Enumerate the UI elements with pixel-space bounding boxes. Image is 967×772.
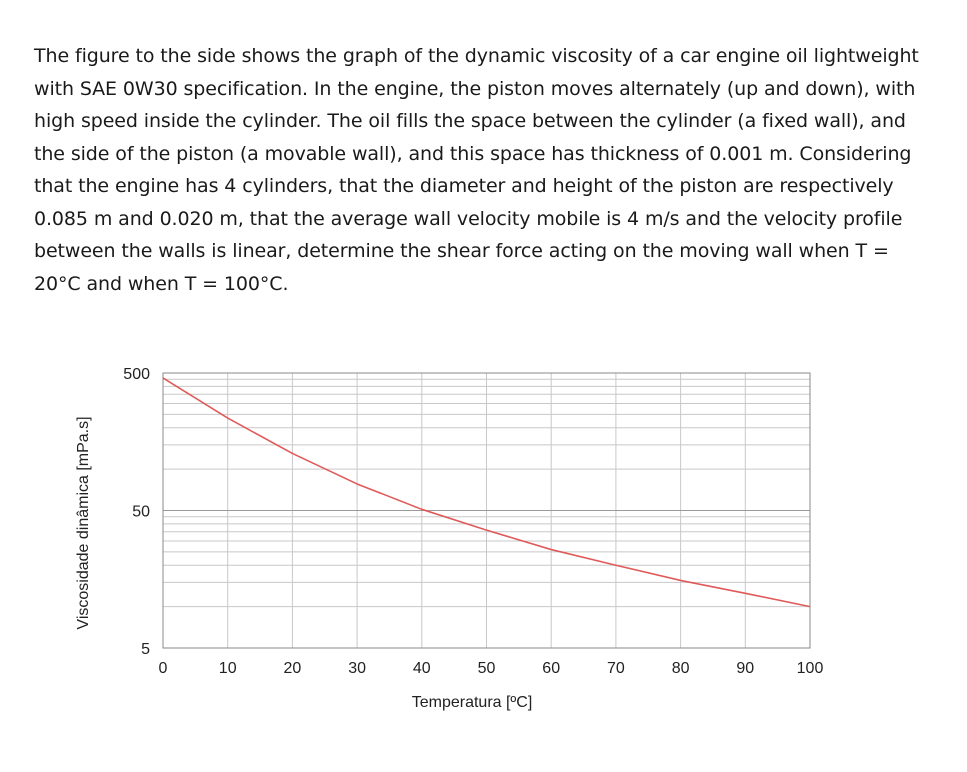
x-tick-label: 10 bbox=[218, 660, 237, 677]
x-tick-label: 30 bbox=[348, 660, 366, 677]
y-tick-label: 500 bbox=[123, 366, 150, 383]
x-tick-label: 80 bbox=[671, 660, 690, 677]
x-tick-label: 20 bbox=[283, 660, 302, 677]
chart-grid bbox=[163, 373, 810, 648]
x-tick-label: 100 bbox=[796, 660, 824, 677]
y-axis-label: Viscosidade dinâmica [mPa.s] bbox=[75, 416, 92, 630]
y-tick-label: 50 bbox=[132, 503, 150, 521]
x-tick-label: 70 bbox=[607, 660, 625, 677]
x-tick-label: 50 bbox=[477, 660, 496, 677]
y-tick-labels bbox=[123, 366, 150, 658]
x-tick-label: 60 bbox=[542, 660, 561, 677]
x-axis-label: Temperatura [ºC] bbox=[411, 694, 533, 711]
x-tick-label: 40 bbox=[412, 660, 431, 677]
x-tick-labels bbox=[159, 660, 824, 677]
x-tick-label: 90 bbox=[736, 660, 755, 677]
problem-statement: The figure to the side shows the graph of the dynamic viscosity of a car engine oil lightweight with SAE 0W30 specification. In the engine, the piston moves alternately (up and down), with high speed inside the cylinder. The oil fills the space between the cylinder (a fixed wall), and the side of the piston (a movable wall), and this space has thickness of 0.001 m. Considering that the engine has 4 cylinders, that the diameter and height of the piston are respectively 0.085 m and 0.020 m, that the average wall velocity mobile is 4 m/s and the velocity profile between the walls is linear, determine the shear force acting on the moving wall when T = 20°C and when T = 100°C. bbox=[34, 45, 919, 295]
y-tick-label: 5 bbox=[141, 641, 150, 658]
x-tick-label: 0 bbox=[158, 660, 168, 677]
